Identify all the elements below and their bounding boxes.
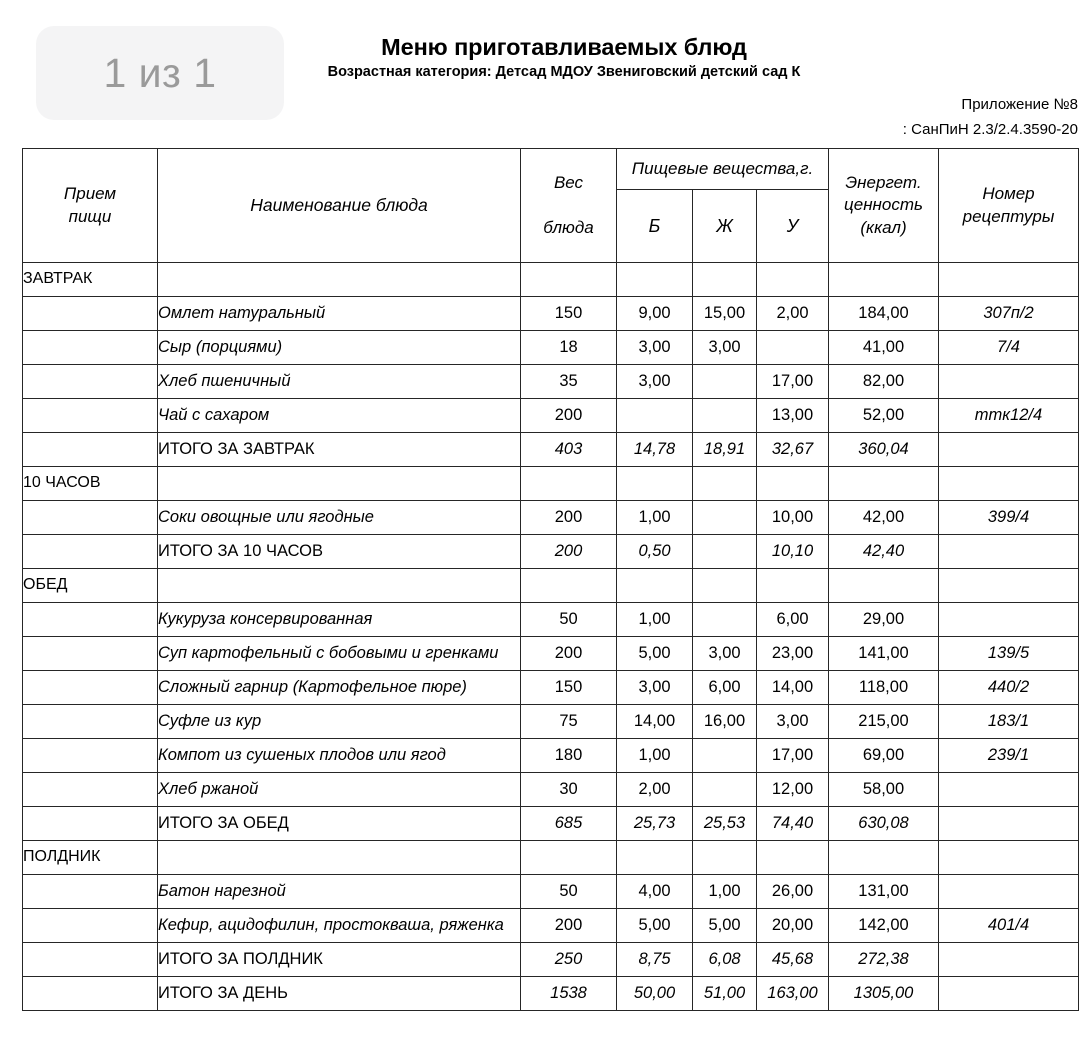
column-header-energy xyxy=(829,149,939,263)
meal-section-label: ПОЛДНИК xyxy=(23,841,158,875)
dish-name-cell: Хлеб ржаной xyxy=(158,773,521,807)
recipe-number-cell xyxy=(939,365,1079,399)
dish-name-cell xyxy=(158,841,521,875)
weight-cell: 200 xyxy=(521,535,617,569)
weight-cell: 50 xyxy=(521,875,617,909)
protein-cell xyxy=(617,569,693,603)
table-row xyxy=(23,603,1079,637)
kcal-cell: 131,00 xyxy=(829,875,939,909)
kcal-cell: 1305,00 xyxy=(829,977,939,1011)
table-row xyxy=(23,943,1079,977)
meal-cell-empty xyxy=(23,671,158,705)
dish-name-cell xyxy=(158,263,521,297)
meal-cell-empty xyxy=(23,603,158,637)
table-row xyxy=(23,569,1079,603)
table-row xyxy=(23,637,1079,671)
carbs-cell: 12,00 xyxy=(757,773,829,807)
column-header-dish-name: Наименование блюда xyxy=(158,149,521,263)
fat-cell: 3,00 xyxy=(693,637,757,671)
kcal-cell xyxy=(829,569,939,603)
column-header-meal-line1: Прием xyxy=(63,184,117,204)
recipe-number-cell: 307п/2 xyxy=(939,297,1079,331)
weight-cell: 200 xyxy=(521,637,617,671)
weight-cell xyxy=(521,263,617,297)
protein-cell: 1,00 xyxy=(617,739,693,773)
kcal-cell: 360,04 xyxy=(829,433,939,467)
fat-cell: 1,00 xyxy=(693,875,757,909)
meal-cell-empty xyxy=(23,909,158,943)
kcal-cell: 215,00 xyxy=(829,705,939,739)
document-title: Меню приготавливаемых блюд xyxy=(381,34,747,60)
dish-name-cell: Сложный гарнир (Картофельное пюре) xyxy=(158,671,521,705)
dish-name-cell: Кукуруза консервированная xyxy=(158,603,521,637)
protein-cell: 50,00 xyxy=(617,977,693,1011)
weight-cell: 200 xyxy=(521,399,617,433)
fat-cell: 5,00 xyxy=(693,909,757,943)
carbs-cell: 163,00 xyxy=(757,977,829,1011)
recipe-number-cell xyxy=(939,467,1079,501)
weight-cell: 50 xyxy=(521,603,617,637)
fat-cell: 16,00 xyxy=(693,705,757,739)
carbs-cell: 10,00 xyxy=(757,501,829,535)
weight-cell: 18 xyxy=(521,331,617,365)
column-header-weight-line2: блюда xyxy=(543,217,594,237)
column-header-nutrients-group: Пищевые вещества,г. xyxy=(617,149,829,190)
menu-table-head xyxy=(23,149,1079,263)
weight-cell: 250 xyxy=(521,943,617,977)
weight-cell: 200 xyxy=(521,501,617,535)
carbs-cell: 17,00 xyxy=(757,365,829,399)
protein-cell xyxy=(617,467,693,501)
meal-cell-empty xyxy=(23,399,158,433)
fat-cell: 25,53 xyxy=(693,807,757,841)
fat-cell xyxy=(693,569,757,603)
table-row xyxy=(23,739,1079,773)
dish-name-cell: Соки овощные или ягодные xyxy=(158,501,521,535)
carbs-cell: 74,40 xyxy=(757,807,829,841)
fat-cell xyxy=(693,773,757,807)
kcal-cell: 29,00 xyxy=(829,603,939,637)
kcal-cell xyxy=(829,467,939,501)
appendix-number: Приложение №8 xyxy=(961,96,1078,113)
subtotal-label: ИТОГО ЗА ЗАВТРАК xyxy=(158,433,521,467)
kcal-cell: 141,00 xyxy=(829,637,939,671)
carbs-cell: 45,68 xyxy=(757,943,829,977)
kcal-cell: 142,00 xyxy=(829,909,939,943)
carbs-cell: 32,67 xyxy=(757,433,829,467)
protein-cell: 2,00 xyxy=(617,773,693,807)
kcal-cell: 69,00 xyxy=(829,739,939,773)
fat-cell: 18,91 xyxy=(693,433,757,467)
subtotal-label: ИТОГО ЗА ДЕНЬ xyxy=(158,977,521,1011)
table-row xyxy=(23,467,1079,501)
table-row xyxy=(23,501,1079,535)
table-row xyxy=(23,331,1079,365)
recipe-number-cell xyxy=(939,773,1079,807)
meal-cell-empty xyxy=(23,365,158,399)
fat-cell xyxy=(693,739,757,773)
dish-name-cell xyxy=(158,569,521,603)
dish-name-cell: Омлет натуральный xyxy=(158,297,521,331)
carbs-cell: 26,00 xyxy=(757,875,829,909)
meal-cell-empty xyxy=(23,773,158,807)
kcal-cell: 272,38 xyxy=(829,943,939,977)
table-row xyxy=(23,535,1079,569)
protein-cell: 3,00 xyxy=(617,671,693,705)
weight-cell: 30 xyxy=(521,773,617,807)
document-header xyxy=(0,0,1092,138)
column-header-protein: Б xyxy=(617,190,693,263)
column-header-energy-line1: Энергет. xyxy=(845,172,922,192)
carbs-cell: 6,00 xyxy=(757,603,829,637)
meal-cell-empty xyxy=(23,297,158,331)
table-row xyxy=(23,909,1079,943)
protein-cell: 5,00 xyxy=(617,909,693,943)
recipe-number-cell: 440/2 xyxy=(939,671,1079,705)
kcal-cell: 630,08 xyxy=(829,807,939,841)
weight-cell: 35 xyxy=(521,365,617,399)
kcal-cell xyxy=(829,841,939,875)
kcal-cell: 82,00 xyxy=(829,365,939,399)
meal-cell-empty xyxy=(23,331,158,365)
kcal-cell: 41,00 xyxy=(829,331,939,365)
meal-cell-empty xyxy=(23,501,158,535)
dish-name-cell: Компот из сушеных плодов или ягод xyxy=(158,739,521,773)
column-header-recipe-line1: Номер xyxy=(982,184,1035,204)
carbs-cell xyxy=(757,467,829,501)
meal-section-label: 10 ЧАСОВ xyxy=(23,467,158,501)
weight-cell xyxy=(521,467,617,501)
table-row xyxy=(23,365,1079,399)
recipe-number-cell: 7/4 xyxy=(939,331,1079,365)
recipe-number-cell: ттк12/4 xyxy=(939,399,1079,433)
column-header-recipe-number xyxy=(939,149,1079,263)
fat-cell: 6,08 xyxy=(693,943,757,977)
table-row xyxy=(23,773,1079,807)
column-header-fat: Ж xyxy=(693,190,757,263)
kcal-cell: 52,00 xyxy=(829,399,939,433)
fat-cell xyxy=(693,603,757,637)
table-row xyxy=(23,977,1079,1011)
meal-cell-empty xyxy=(23,637,158,671)
fat-cell xyxy=(693,535,757,569)
carbs-cell: 10,10 xyxy=(757,535,829,569)
weight-cell: 180 xyxy=(521,739,617,773)
meal-cell-empty xyxy=(23,433,158,467)
column-header-energy-line2: ценность xyxy=(844,195,923,215)
protein-cell: 4,00 xyxy=(617,875,693,909)
protein-cell xyxy=(617,263,693,297)
fat-cell: 51,00 xyxy=(693,977,757,1011)
menu-table xyxy=(22,148,1079,1011)
recipe-number-cell xyxy=(939,943,1079,977)
table-row xyxy=(23,875,1079,909)
column-header-energy-line3: (ккал) xyxy=(860,217,907,237)
recipe-number-cell xyxy=(939,263,1079,297)
weight-cell xyxy=(521,841,617,875)
recipe-number-cell: 183/1 xyxy=(939,705,1079,739)
carbs-cell xyxy=(757,331,829,365)
recipe-number-cell xyxy=(939,535,1079,569)
protein-cell: 3,00 xyxy=(617,331,693,365)
meal-cell-empty xyxy=(23,535,158,569)
table-row xyxy=(23,263,1079,297)
fat-cell xyxy=(693,263,757,297)
column-header-recipe-line2: рецептуры xyxy=(962,206,1055,226)
carbs-cell: 17,00 xyxy=(757,739,829,773)
dish-name-cell: Батон нарезной xyxy=(158,875,521,909)
menu-table-body xyxy=(23,263,1079,1011)
column-header-carbs: У xyxy=(757,190,829,263)
fat-cell xyxy=(693,467,757,501)
protein-cell: 14,78 xyxy=(617,433,693,467)
table-row xyxy=(23,671,1079,705)
fat-cell xyxy=(693,365,757,399)
recipe-number-cell xyxy=(939,807,1079,841)
column-header-weight-line1: Вес xyxy=(553,172,584,192)
subtotal-label: ИТОГО ЗА ПОЛДНИК xyxy=(158,943,521,977)
dish-name-cell: Чай с сахаром xyxy=(158,399,521,433)
recipe-number-cell xyxy=(939,433,1079,467)
table-row xyxy=(23,297,1079,331)
protein-cell: 14,00 xyxy=(617,705,693,739)
meal-cell-empty xyxy=(23,875,158,909)
dish-name-cell: Суфле из кур xyxy=(158,705,521,739)
dish-name-cell: Кефир, ацидофилин, простокваша, ряженка xyxy=(158,909,521,943)
kcal-cell: 42,40 xyxy=(829,535,939,569)
recipe-number-cell xyxy=(939,603,1079,637)
page-indicator-label: 1 из 1 xyxy=(103,49,217,96)
fat-cell xyxy=(693,501,757,535)
protein-cell xyxy=(617,841,693,875)
meal-cell-empty xyxy=(23,705,158,739)
fat-cell: 6,00 xyxy=(693,671,757,705)
weight-cell xyxy=(521,569,617,603)
table-row xyxy=(23,433,1079,467)
weight-cell: 403 xyxy=(521,433,617,467)
weight-cell: 685 xyxy=(521,807,617,841)
dish-name-cell: Сыр (порциями) xyxy=(158,331,521,365)
protein-cell xyxy=(617,399,693,433)
meal-section-label: ЗАВТРАК xyxy=(23,263,158,297)
recipe-number-cell: 139/5 xyxy=(939,637,1079,671)
header-row-top xyxy=(23,149,1079,190)
carbs-cell: 14,00 xyxy=(757,671,829,705)
dish-name-cell: Суп картофельный с бобовыми и гренками xyxy=(158,637,521,671)
meal-cell-empty xyxy=(23,977,158,1011)
carbs-cell: 2,00 xyxy=(757,297,829,331)
protein-cell: 3,00 xyxy=(617,365,693,399)
table-row xyxy=(23,841,1079,875)
protein-cell: 9,00 xyxy=(617,297,693,331)
recipe-number-cell xyxy=(939,977,1079,1011)
dish-name-cell xyxy=(158,467,521,501)
weight-cell: 150 xyxy=(521,297,617,331)
kcal-cell: 184,00 xyxy=(829,297,939,331)
protein-cell: 8,75 xyxy=(617,943,693,977)
protein-cell: 1,00 xyxy=(617,501,693,535)
subtotal-label: ИТОГО ЗА ОБЕД xyxy=(158,807,521,841)
protein-cell: 0,50 xyxy=(617,535,693,569)
carbs-cell xyxy=(757,569,829,603)
fat-cell xyxy=(693,841,757,875)
table-row xyxy=(23,705,1079,739)
recipe-number-cell xyxy=(939,841,1079,875)
dish-name-cell: Хлеб пшеничный xyxy=(158,365,521,399)
recipe-number-cell xyxy=(939,569,1079,603)
sanpin-reference: : СанПиН 2.3/2.4.3590-20 xyxy=(902,121,1078,138)
column-header-meal xyxy=(23,149,158,263)
recipe-number-cell xyxy=(939,875,1079,909)
table-row xyxy=(23,807,1079,841)
carbs-cell: 20,00 xyxy=(757,909,829,943)
recipe-number-cell: 401/4 xyxy=(939,909,1079,943)
carbs-cell xyxy=(757,841,829,875)
weight-cell: 200 xyxy=(521,909,617,943)
menu-table-container xyxy=(22,148,1078,1011)
kcal-cell: 42,00 xyxy=(829,501,939,535)
carbs-cell: 13,00 xyxy=(757,399,829,433)
column-header-meal-line2: пищи xyxy=(68,206,112,226)
meal-cell-empty xyxy=(23,807,158,841)
meal-cell-empty xyxy=(23,739,158,773)
weight-cell: 150 xyxy=(521,671,617,705)
subtotal-label: ИТОГО ЗА 10 ЧАСОВ xyxy=(158,535,521,569)
kcal-cell xyxy=(829,263,939,297)
fat-cell: 15,00 xyxy=(693,297,757,331)
meal-cell-empty xyxy=(23,943,158,977)
weight-cell: 75 xyxy=(521,705,617,739)
protein-cell: 1,00 xyxy=(617,603,693,637)
column-header-weight xyxy=(521,149,617,263)
carbs-cell xyxy=(757,263,829,297)
fat-cell xyxy=(693,399,757,433)
kcal-cell: 118,00 xyxy=(829,671,939,705)
recipe-number-cell: 239/1 xyxy=(939,739,1079,773)
recipe-number-cell: 399/4 xyxy=(939,501,1079,535)
protein-cell: 5,00 xyxy=(617,637,693,671)
carbs-cell: 3,00 xyxy=(757,705,829,739)
fat-cell: 3,00 xyxy=(693,331,757,365)
meal-section-label: ОБЕД xyxy=(23,569,158,603)
protein-cell: 25,73 xyxy=(617,807,693,841)
kcal-cell: 58,00 xyxy=(829,773,939,807)
document-subtitle: Возрастная категория: Детсад МДОУ Звениговский детский сад К xyxy=(327,64,801,80)
weight-cell: 1538 xyxy=(521,977,617,1011)
table-row xyxy=(23,399,1079,433)
carbs-cell: 23,00 xyxy=(757,637,829,671)
